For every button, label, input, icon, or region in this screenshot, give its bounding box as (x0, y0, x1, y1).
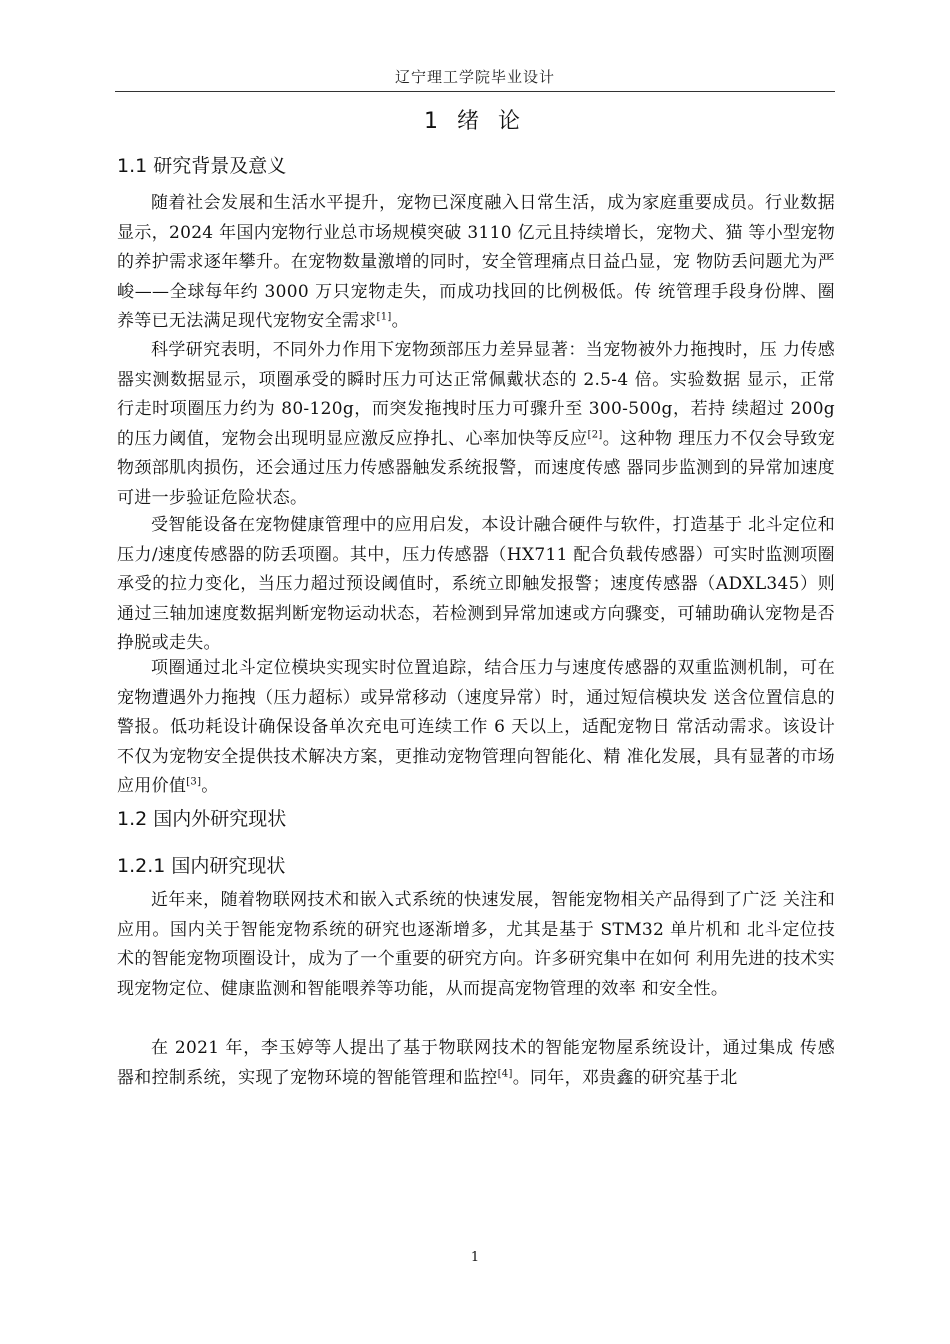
citation-ref: [4] (497, 1067, 513, 1079)
paragraph-text: 项圈通过北斗定位模块实现实时位置追踪，结合压力与速度传感器的双重监测机制，可在宠物遭遇外力拖拽（压力超标）或异常移动（速度异常）时，通过短信模块发 送含位置信息的警报。低功耗设计确保设备单次充电可连续工作 6 天以上，适配宠物日 常活动需求。该设计不仅为宠物安全提供技术解决方案，更推动宠物管理向智能化、精 准化发展，具有显著的市场应用价值 (117, 658, 835, 797)
section-heading-1-2: 1.2 国内外研究现状 (117, 808, 287, 830)
paragraph-text: 随着社会发展和生活水平提升，宠物已深度融入日常生活，成为家庭重要成员。行业数据显示，2024 年国内宠物行业总市场规模突破 3110 亿元且持续增长，宠物犬、猫 等小型宠物的养护需求逐年攀升。在宠物数量激增的同时，安全管理痛点日益凸显，宠 物防丢问题尤为严峻——全球每年约 3000 万只宠物走失，而成功找回的比例极低。传 统管理手段身份牌、圈养等已无法满足现代宠物安全需求 (117, 193, 835, 332)
paragraph-text-end: 。 (201, 776, 219, 797)
paragraph-text: 近年来，随着物联网技术和嵌入式系统的快速发展，智能宠物相关产品得到了广泛 关注和应用。国内关于智能宠物系统的研究也逐渐增多，尤其是基于 STM32 单片机和 北斗定位技术的智能宠物项圈设计，成为了一个重要的研究方向。许多研究集中在如何 利用先进的技术实现宠物定位、健康监测和智能喂养等功能，从而提高宠物管理的效率 和安全性。 (117, 890, 835, 999)
paragraph-text: 在 2021 年，李玉婷等人提出了基于物联网技术的智能宠物屋系统设计，通过集成 传感器和控制系统，实现了宠物环境的智能管理和监控 (117, 1038, 835, 1088)
paragraph-text: 受智能设备在宠物健康管理中的应用启发，本设计融合硬件与软件，打造基于 北斗定位和压力/速度传感器的防丢项圈。其中，压力传感器（HX711 配合负载传感器）可实时监测项圈承受的拉力变化，当压力超过预设阈值时，系统立即触发报警；速度传感器（ADXL345）则通过三轴加速度数据判断宠物运动状态，若检测到异常加速或方向骤变，可辅助确认宠物是否挣脱或走失。 (117, 515, 835, 654)
citation-ref: [3] (186, 776, 202, 788)
citation-ref: [1] (376, 311, 392, 323)
paragraph-background (117, 189, 835, 337)
paragraph-design-overview (117, 511, 835, 659)
page-number: 1 (470, 1250, 480, 1265)
paragraph-li-yuting-study (117, 1034, 835, 1093)
citation-ref: [2] (587, 429, 603, 441)
paragraph-text-end: 。这种物 理压力不仅会导致宠物颈部肌肉损伤，还会通过压力传感器触发系统报警，而速度传感 器同步监测到的异常加速度可进一步验证危险状态。 (117, 428, 835, 508)
paragraph-domestic-research (117, 886, 835, 1004)
paragraph-text-end: 。 (391, 311, 409, 332)
header-divider (115, 91, 835, 92)
paragraph-text: 科学研究表明，不同外力作用下宠物颈部压力差异显著：当宠物被外力拖拽时，压 力传感器实测数据显示，项圈承受的瞬时压力可达正常佩戴状态的 2.5-4 倍。实验数据 显示，正常行走时项圈压力约为 80-120g，而突发拖拽时压力可骤升至 300-500g，若持 续超过 200g 的压力阈值，宠物会出现明显应激反应挣扎、心率加快等反应 (117, 340, 835, 449)
page-header: 辽宁理工学院毕业设计 (394, 68, 555, 86)
paragraph-collar-function (117, 654, 835, 802)
section-heading-1-1: 1.1 研究背景及意义 (117, 155, 287, 177)
paragraph-pressure-research (117, 336, 835, 514)
section-heading-1-2-1: 1.2.1 国内研究现状 (117, 855, 286, 877)
chapter-title: 1 绪 论 (424, 109, 526, 134)
paragraph-text-end: 。同年，邓贵鑫的研究基于北 (512, 1067, 738, 1088)
